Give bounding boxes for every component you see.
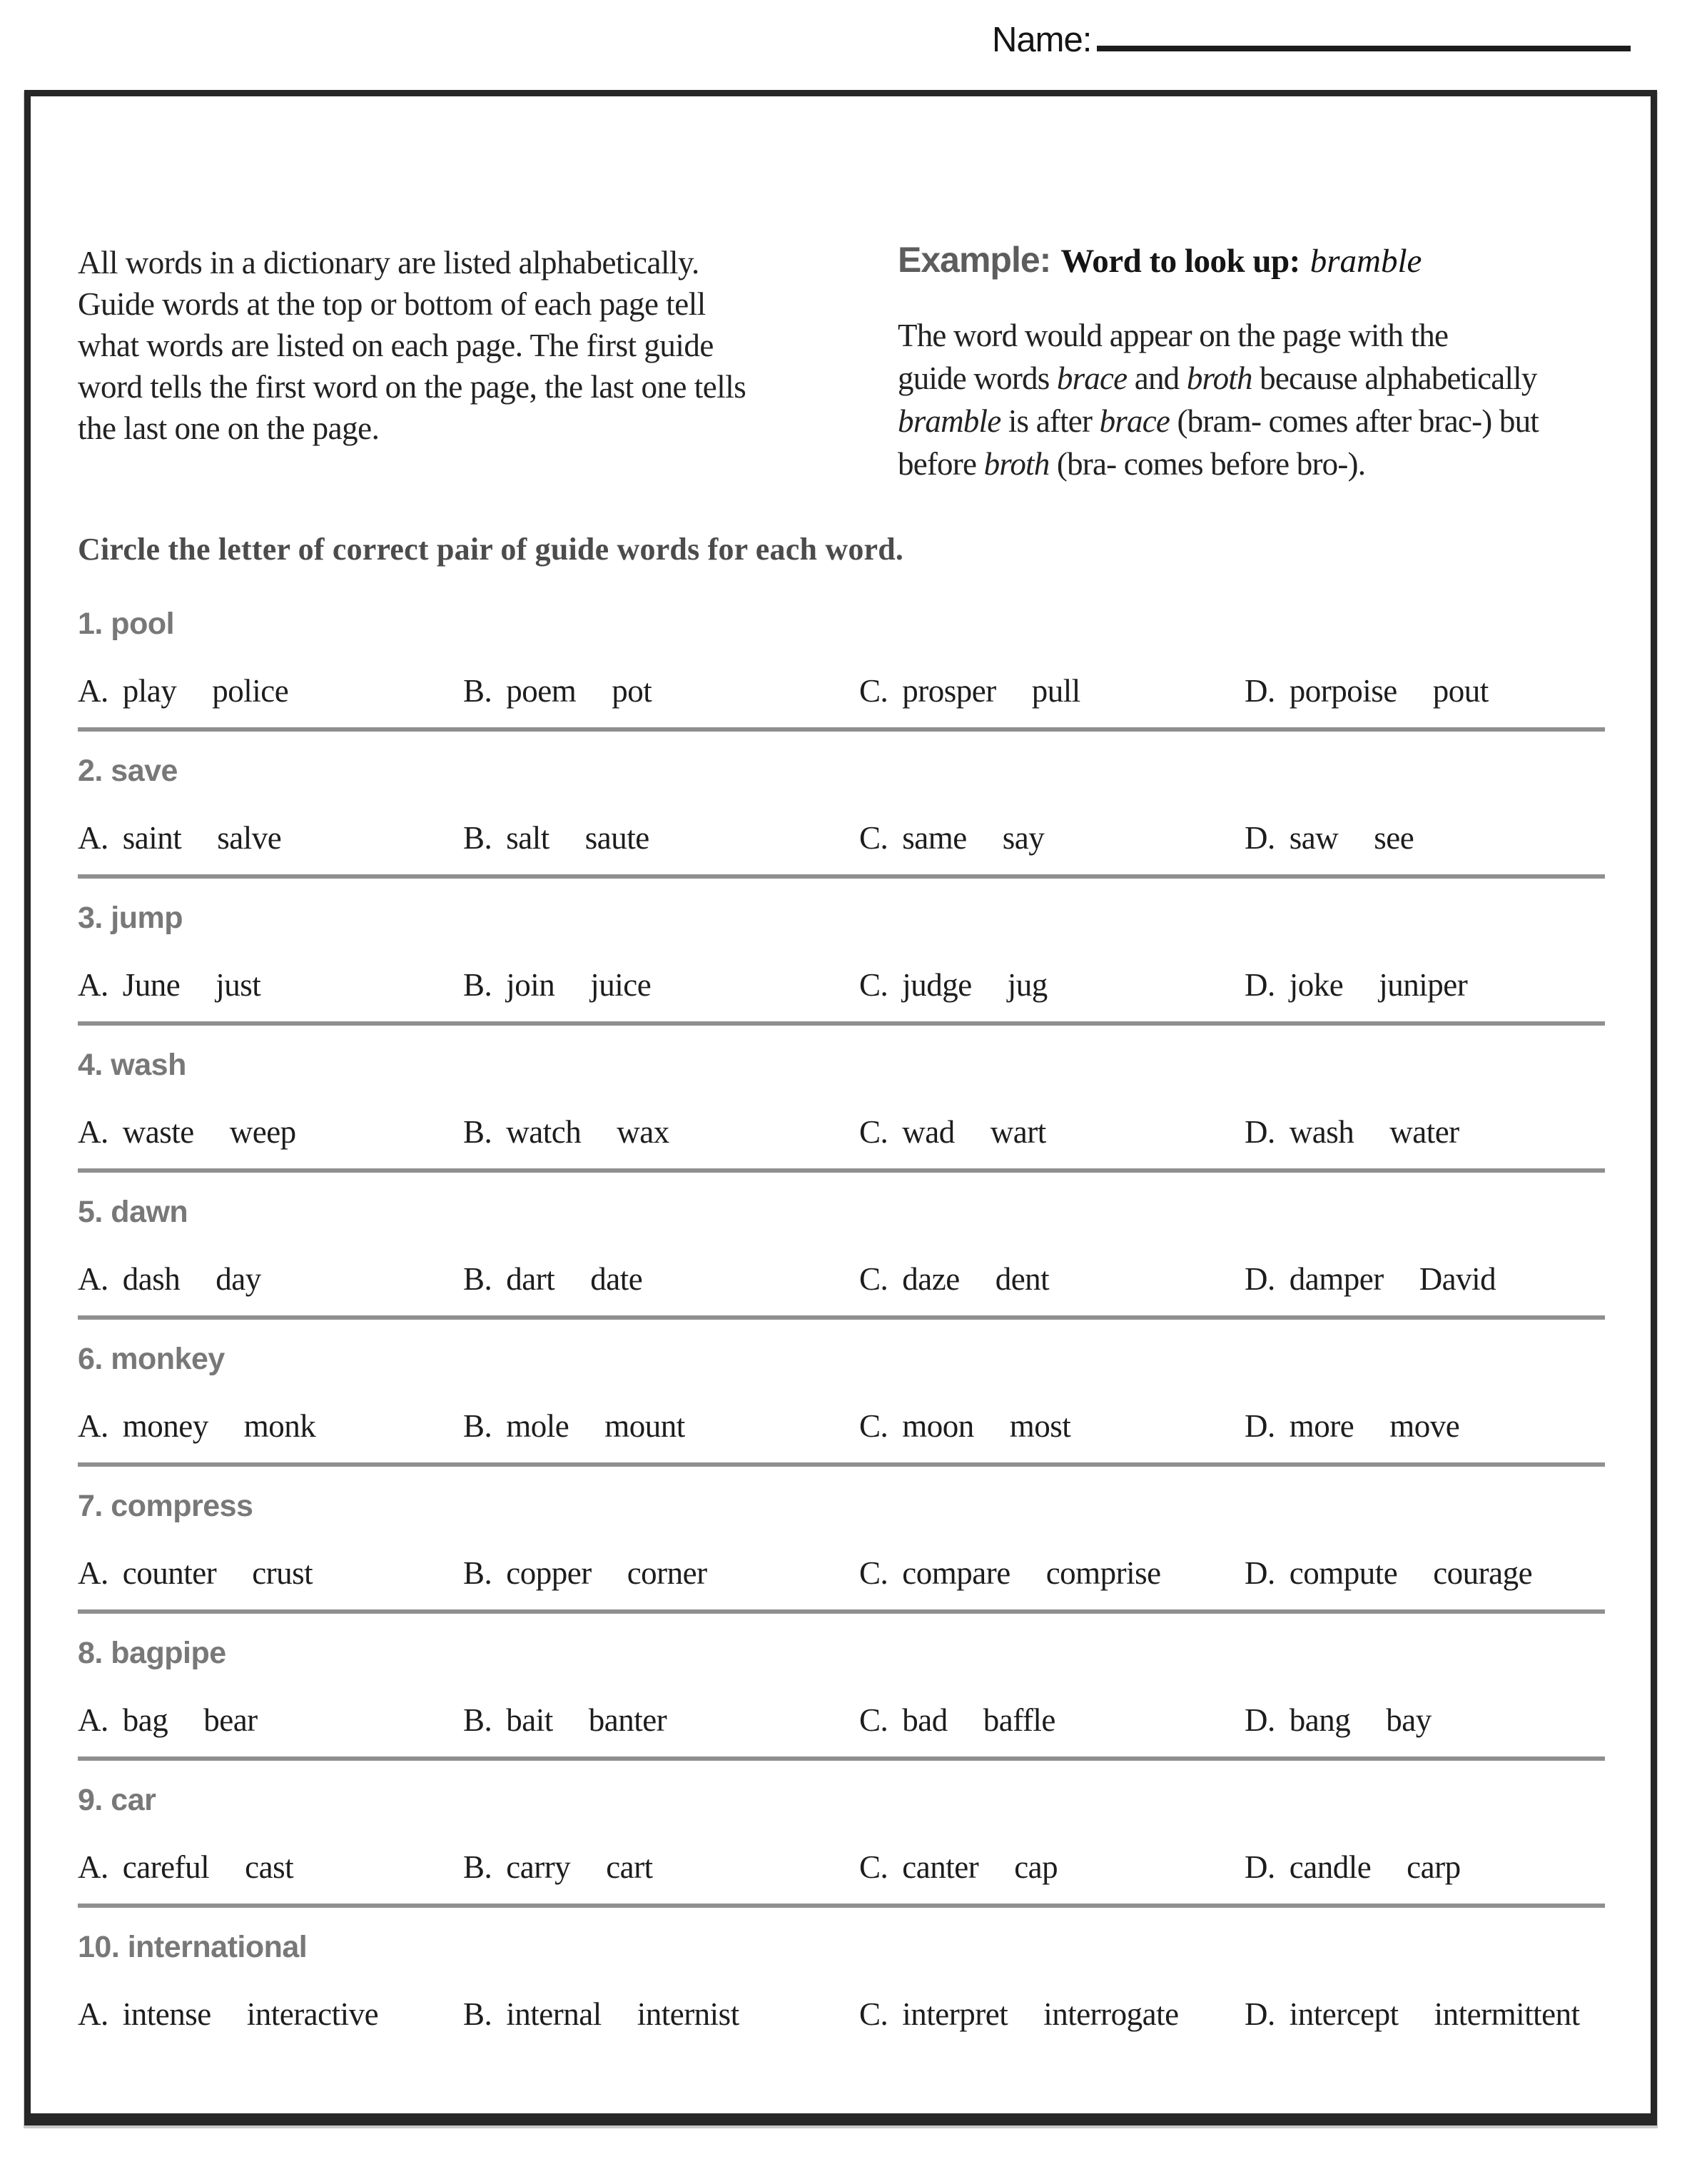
answer-option-a[interactable] (78, 1704, 463, 1736)
option-letter: C. (859, 673, 888, 709)
name-header (992, 10, 1631, 60)
option-letter: D. (1245, 1555, 1275, 1591)
option-guide-word-1: poem (506, 673, 577, 709)
option-guide-word-2: jug (1007, 967, 1048, 1003)
option-letter: C. (859, 1114, 888, 1150)
option-guide-word-1: copper (506, 1555, 592, 1591)
answer-option-a[interactable] (78, 675, 463, 707)
option-letter: A. (78, 1555, 108, 1591)
option-guide-word-1: bag (122, 1702, 168, 1738)
option-letter: A. (78, 1114, 108, 1150)
option-letter: B. (463, 1408, 492, 1444)
option-letter: B. (463, 1849, 492, 1885)
question-divider (78, 1168, 1605, 1173)
answer-option-d[interactable] (1245, 1998, 1605, 2031)
option-guide-word-1: interpret (902, 1996, 1008, 2032)
option-guide-word-2: dent (995, 1261, 1050, 1297)
option-letter: D. (1245, 1849, 1275, 1885)
question-label: 5. dawn (78, 1195, 188, 1229)
option-guide-word-1: dash (122, 1261, 181, 1297)
example-italic-word: bramble (898, 403, 1001, 439)
option-letter: B. (463, 1996, 492, 2032)
question-divider (78, 1021, 1605, 1026)
answer-option-c[interactable] (859, 1263, 1245, 1295)
option-guide-word-2: weep (229, 1114, 296, 1150)
question-options (78, 969, 1605, 1001)
option-letter: B. (463, 967, 492, 1003)
question-options (78, 1116, 1605, 1148)
question-options (78, 1557, 1605, 1589)
question-block (78, 609, 1605, 732)
example-text-segment: because alphabetically (1252, 360, 1537, 396)
option-letter: B. (463, 1555, 492, 1591)
option-guide-word-1: wash (1289, 1114, 1354, 1150)
option-guide-word-2: salve (217, 820, 282, 856)
option-guide-word-2: David (1419, 1261, 1496, 1297)
option-letter: A. (78, 820, 108, 856)
question-block (78, 1491, 1605, 1614)
answer-option-d[interactable] (1245, 1263, 1605, 1295)
option-guide-word-1: play (122, 673, 177, 709)
option-guide-word-2: comprise (1045, 1555, 1161, 1591)
question-divider (78, 1462, 1605, 1467)
answer-option-a[interactable] (78, 1116, 463, 1148)
question-block (78, 1050, 1605, 1173)
option-guide-word-1: waste (122, 1114, 194, 1150)
question-label: 9. car (78, 1783, 156, 1817)
answer-option-c[interactable] (859, 1410, 1245, 1442)
option-guide-word-2: most (1009, 1408, 1071, 1444)
option-guide-word-2: day (216, 1261, 261, 1297)
question-options (78, 1998, 1605, 2031)
option-letter: C. (859, 820, 888, 856)
option-guide-word-2: bay (1386, 1702, 1432, 1738)
option-guide-word-2: cart (606, 1849, 653, 1885)
option-letter: A. (78, 673, 108, 709)
option-guide-word-2: pot (612, 673, 652, 709)
option-guide-word-1: salt (506, 820, 549, 856)
option-guide-word-1: bad (902, 1702, 948, 1738)
option-letter: D. (1245, 1261, 1275, 1297)
option-guide-word-2: pout (1432, 673, 1489, 709)
question-divider (78, 1315, 1605, 1320)
option-guide-word-1: money (122, 1408, 208, 1444)
option-letter: B. (463, 1261, 492, 1297)
answer-option-b[interactable] (463, 1998, 859, 2031)
answer-option-a[interactable] (78, 1851, 463, 1884)
question-divider (78, 874, 1605, 879)
option-guide-word-2: see (1374, 820, 1414, 856)
answer-option-d[interactable] (1245, 1557, 1605, 1589)
intro-line: All words in a dictionary are listed alphabetically. (78, 245, 699, 280)
question-divider (78, 727, 1605, 732)
option-letter: C. (859, 1555, 888, 1591)
option-guide-word-2: wart (990, 1114, 1046, 1150)
example-italic-word: brace (1099, 403, 1170, 439)
option-guide-word-1: wad (902, 1114, 955, 1150)
option-guide-word-2: juice (590, 967, 652, 1003)
option-letter: A. (78, 1849, 108, 1885)
option-guide-word-1: canter (902, 1849, 979, 1885)
option-letter: C. (859, 1849, 888, 1885)
answer-option-c[interactable] (859, 675, 1245, 707)
question-block (78, 1197, 1605, 1320)
option-letter: A. (78, 967, 108, 1003)
option-guide-word-2: cap (1014, 1849, 1058, 1885)
option-guide-word-2: corner (627, 1555, 707, 1591)
question-options (78, 822, 1605, 854)
question-label: 6. monkey (78, 1342, 225, 1376)
option-letter: D. (1245, 1114, 1275, 1150)
option-guide-word-1: judge (902, 967, 972, 1003)
option-letter: B. (463, 1702, 492, 1738)
option-guide-word-1: moon (902, 1408, 974, 1444)
worksheet-content (31, 242, 1651, 2031)
answer-option-a[interactable] (78, 1998, 463, 2031)
example-heading-text: Word to look up: (1060, 243, 1300, 280)
answer-option-d[interactable] (1245, 1410, 1605, 1442)
question-options (78, 1851, 1605, 1884)
question-block (78, 1638, 1605, 1761)
option-guide-word-2: internist (637, 1996, 739, 2032)
example-text-segment: is after (1000, 403, 1100, 439)
question-block (78, 1785, 1605, 1908)
option-guide-word-1: dart (506, 1261, 555, 1297)
answer-option-a[interactable] (78, 1410, 463, 1442)
example-italic-word: broth (1186, 360, 1252, 396)
option-letter: A. (78, 1261, 108, 1297)
option-guide-word-2: bear (203, 1702, 258, 1738)
option-guide-word-2: banter (588, 1702, 667, 1738)
question-block (78, 1932, 1605, 2031)
option-letter: C. (859, 1996, 888, 2032)
answer-option-c[interactable] (859, 1557, 1245, 1589)
example-text-segment: The word would appear on the page with the (898, 318, 1449, 353)
option-letter: B. (463, 820, 492, 856)
answer-option-d[interactable] (1245, 1704, 1605, 1736)
name-blank-field[interactable] (1097, 10, 1631, 51)
option-guide-word-1: mole (506, 1408, 569, 1444)
question-block (78, 903, 1605, 1026)
example-label: Example: (898, 240, 1051, 280)
example-text-segment: guide words (898, 360, 1057, 396)
option-letter: A. (78, 1702, 108, 1738)
option-guide-word-1: compare (902, 1555, 1010, 1591)
question-label: 4. wash (78, 1048, 186, 1082)
example-heading (898, 242, 1605, 287)
intro-line: word tells the first word on the page, the last one tells (78, 369, 746, 405)
answer-option-a[interactable] (78, 822, 463, 854)
option-letter: B. (463, 673, 492, 709)
option-guide-word-1: bait (506, 1702, 553, 1738)
option-guide-word-2: cast (245, 1849, 294, 1885)
answer-option-b[interactable] (463, 1557, 859, 1589)
answer-option-c[interactable] (859, 1116, 1245, 1148)
answer-option-b[interactable] (463, 675, 859, 707)
top-row (78, 242, 1605, 485)
answer-option-d[interactable] (1245, 675, 1605, 707)
intro-line: Guide words at the top or bottom of each page tell (78, 286, 706, 322)
option-guide-word-2: carp (1407, 1849, 1461, 1885)
option-guide-word-1: joke (1289, 967, 1344, 1003)
example-italic-word: broth (983, 446, 1050, 482)
example-text-segment: before (898, 446, 984, 482)
option-guide-word-1: watch (506, 1114, 582, 1150)
questions-list (78, 609, 1605, 2031)
option-guide-word-1: carry (506, 1849, 571, 1885)
option-guide-word-2: monk (243, 1408, 316, 1444)
option-letter: D. (1245, 967, 1275, 1003)
question-label: 2. save (78, 754, 178, 788)
option-guide-word-2: say (1002, 820, 1045, 856)
answer-option-d[interactable] (1245, 969, 1605, 1001)
intro-line: the last one on the page. (78, 410, 380, 446)
question-block (78, 756, 1605, 879)
answer-option-b[interactable] (463, 822, 859, 854)
option-guide-word-2: saute (584, 820, 649, 856)
answer-option-d[interactable] (1245, 1116, 1605, 1148)
option-guide-word-2: date (590, 1261, 643, 1297)
option-letter: C. (859, 1408, 888, 1444)
answer-option-b[interactable] (463, 1410, 859, 1442)
answer-option-c[interactable] (859, 822, 1245, 854)
option-letter: C. (859, 1702, 888, 1738)
option-guide-word-1: porpoise (1289, 673, 1397, 709)
option-guide-word-2: move (1389, 1408, 1460, 1444)
option-guide-word-1: counter (122, 1555, 217, 1591)
answer-option-c[interactable] (859, 1704, 1245, 1736)
question-label: 1. pool (78, 607, 175, 641)
answer-option-b[interactable] (463, 1704, 859, 1736)
question-label: 7. compress (78, 1489, 253, 1523)
answer-option-a[interactable] (78, 969, 463, 1001)
option-guide-word-1: intercept (1289, 1996, 1399, 2032)
option-guide-word-1: more (1289, 1408, 1354, 1444)
example-text-segment: (bram- comes after brac-) but (1170, 403, 1539, 439)
option-guide-word-2: mount (604, 1408, 685, 1444)
question-divider (78, 1609, 1605, 1614)
question-options (78, 675, 1605, 707)
question-label: 10. international (78, 1930, 308, 1964)
question-block (78, 1344, 1605, 1467)
answer-option-c[interactable] (859, 1998, 1245, 2031)
answer-option-a[interactable] (78, 1557, 463, 1589)
question-options (78, 1263, 1605, 1295)
question-divider (78, 1904, 1605, 1908)
option-guide-word-1: June (122, 967, 181, 1003)
option-guide-word-1: careful (122, 1849, 210, 1885)
question-options (78, 1410, 1605, 1442)
option-guide-word-2: juniper (1379, 967, 1468, 1003)
option-guide-word-1: saw (1289, 820, 1339, 856)
question-options (78, 1704, 1605, 1736)
option-letter: D. (1245, 673, 1275, 709)
option-letter: D. (1245, 1996, 1275, 2032)
answer-option-d[interactable] (1245, 822, 1605, 854)
answer-option-b[interactable] (463, 1851, 859, 1884)
answer-option-a[interactable] (78, 1263, 463, 1295)
option-guide-word-1: internal (506, 1996, 602, 2032)
option-guide-word-2: wax (617, 1114, 669, 1150)
option-letter: D. (1245, 1702, 1275, 1738)
option-letter: A. (78, 1408, 108, 1444)
intro-line: what words are listed on each page. The first guide (78, 328, 714, 363)
option-guide-word-1: intense (122, 1996, 211, 2032)
option-letter: C. (859, 967, 888, 1003)
intro-paragraph (78, 242, 898, 449)
example-section (898, 242, 1605, 485)
option-guide-word-2: just (216, 967, 261, 1003)
option-guide-word-1: damper (1289, 1261, 1384, 1297)
option-letter: B. (463, 1114, 492, 1150)
worksheet-box (24, 90, 1657, 2125)
option-guide-word-1: prosper (902, 673, 996, 709)
option-guide-word-1: candle (1289, 1849, 1372, 1885)
option-guide-word-2: interrogate (1043, 1996, 1179, 2032)
question-divider (78, 1756, 1605, 1761)
example-text-segment: (bra- comes before bro-). (1049, 446, 1366, 482)
option-guide-word-1: daze (902, 1261, 960, 1297)
option-guide-word-2: police (212, 673, 289, 709)
option-letter: C. (859, 1261, 888, 1297)
name-label: Name: (992, 21, 1092, 59)
option-guide-word-2: intermittent (1434, 1996, 1580, 2032)
answer-option-b[interactable] (463, 1263, 859, 1295)
option-guide-word-1: bang (1289, 1702, 1351, 1738)
question-label: 3. jump (78, 901, 183, 935)
question-label: 8. bagpipe (78, 1636, 226, 1670)
answer-option-c[interactable] (859, 969, 1245, 1001)
example-lookup-word: bramble (1309, 243, 1422, 280)
option-guide-word-2: interactive (246, 1996, 379, 2032)
option-guide-word-1: join (506, 967, 555, 1003)
option-letter: A. (78, 1996, 108, 2032)
example-text-segment: and (1127, 360, 1187, 396)
answer-option-b[interactable] (463, 1116, 859, 1148)
option-letter: D. (1245, 1408, 1275, 1444)
option-guide-word-1: saint (122, 820, 182, 856)
option-guide-word-1: compute (1289, 1555, 1398, 1591)
option-guide-word-1: same (902, 820, 967, 856)
option-guide-word-2: courage (1433, 1555, 1533, 1591)
option-guide-word-2: baffle (983, 1702, 1055, 1738)
instruction-text: Circle the letter of correct pair of guide words for each word. (78, 532, 904, 567)
option-guide-word-2: water (1389, 1114, 1459, 1150)
answer-option-d[interactable] (1245, 1851, 1605, 1884)
option-guide-word-2: pull (1031, 673, 1080, 709)
example-italic-word: brace (1056, 360, 1128, 396)
example-paragraph (898, 314, 1605, 485)
answer-option-c[interactable] (859, 1851, 1245, 1884)
option-letter: D. (1245, 820, 1275, 856)
option-guide-word-2: crust (252, 1555, 313, 1591)
answer-option-b[interactable] (463, 969, 859, 1001)
